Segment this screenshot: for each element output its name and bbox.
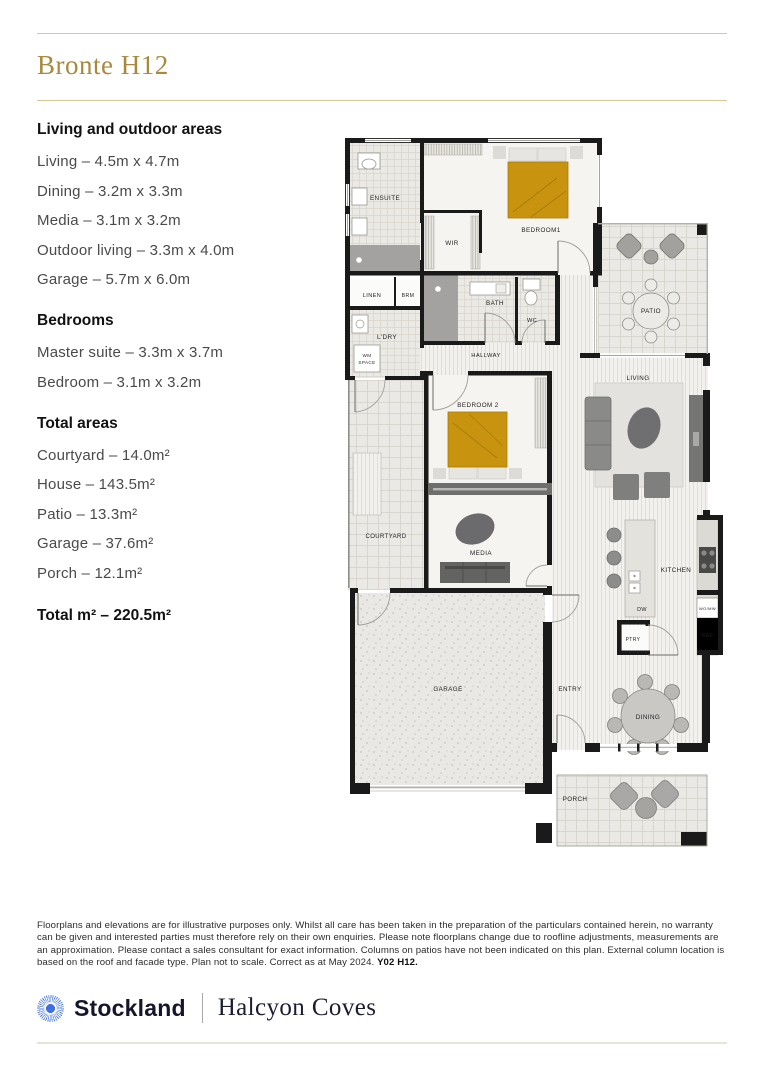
- label-bedroom1: BEDROOM1: [521, 227, 561, 234]
- spec-item: Bedroom – 3.1m x 3.2m: [37, 373, 202, 391]
- spec-item: Outdoor living – 3.3m x 4.0m: [37, 241, 235, 259]
- label-bedroom2: BEDROOM 2: [457, 402, 499, 409]
- label-living: LIVING: [626, 375, 650, 382]
- pillow: [509, 148, 537, 161]
- robe: [424, 144, 482, 155]
- wm-space-box: [354, 345, 380, 372]
- label-garage: GARAGE: [433, 686, 463, 693]
- bedside-table: [570, 146, 583, 159]
- spec-item: House – 143.5m²: [37, 476, 156, 493]
- community-name: Halcyon Coves: [217, 994, 377, 1021]
- spec-item: Porch – 12.1m²: [37, 564, 143, 582]
- wc-toilet: [525, 291, 537, 305]
- total-areas-heading: Total areas: [37, 414, 118, 432]
- label-wir: WIR: [445, 240, 459, 247]
- spec-item: Master suite – 3.3m x 3.7m: [37, 344, 224, 361]
- disclaimer-text: Floorplans and elevations are for illustrative purposes only. Whilst all care has been taken in the preparation of the particulars contained herein, no warranty can be given and interested parties must therefore rely on their own enquiries. Please note floorplans change due to roofline adjustments, measurements are an approximation. Please contact a sales consultant for exact information. Columns on patios have not been indicated on this plan. External column location is based on the roof and facade type. Plan not to scale. Correct as at May 2024.: [37, 920, 725, 969]
- label-kitchen: KITCHEN: [660, 567, 692, 574]
- floor-plan-svg: [345, 138, 730, 873]
- kitchen-island: [625, 520, 655, 617]
- bed-1: [508, 162, 568, 218]
- disclaimer-code: Y02 H12.: [377, 957, 418, 969]
- porch-table: [636, 798, 657, 819]
- porch-column: [681, 832, 707, 846]
- floor-plan: [345, 138, 730, 873]
- disclaimer: [37, 920, 725, 970]
- bed-2: [448, 412, 507, 467]
- ottoman: [644, 472, 670, 498]
- label-wm-space: SPACE: [358, 360, 376, 365]
- spec-item: Garage – 5.7m x 6.0m: [37, 271, 191, 288]
- label-dw: DW: [637, 607, 647, 613]
- spec-item: Patio – 13.3m²: [37, 505, 138, 523]
- ottoman: [613, 474, 639, 500]
- porch-column: [536, 823, 552, 843]
- label-ensuite: ENSUITE: [369, 195, 401, 202]
- footer-divider: [202, 993, 203, 1023]
- pillow: [478, 467, 506, 479]
- stool: [607, 551, 621, 565]
- title-rule: [37, 100, 727, 101]
- page-title: Bronte H12: [37, 50, 169, 80]
- spec-item: Dining – 3.2m x 3.3m: [37, 182, 183, 200]
- spec-item: Courtyard – 14.0m²: [37, 446, 170, 464]
- label-porch: PORCH: [562, 796, 588, 803]
- patio-column: [697, 224, 708, 235]
- spec-item: Garage – 37.6m²: [37, 535, 154, 552]
- laundry-trough: [352, 315, 368, 333]
- label-wc: WC: [526, 318, 538, 324]
- total-area: Total m² – 220.5m²: [37, 606, 172, 624]
- label-wm: WM: [362, 353, 372, 358]
- label-ldry: L'DRY: [377, 334, 397, 341]
- spec-item: Media – 3.1m x 3.2m: [37, 212, 181, 229]
- bedrooms-heading: Bedrooms: [37, 312, 114, 329]
- sofa: [585, 397, 611, 470]
- label-courtyard: COURTYARD: [365, 534, 407, 540]
- label-media: MEDIA: [470, 550, 492, 557]
- spec-list: [37, 122, 337, 624]
- brand-name: Stockland: [74, 994, 186, 1021]
- label-ref: REF: [701, 633, 714, 639]
- robe: [425, 216, 434, 269]
- footer: [37, 991, 376, 1025]
- vanity-basin: [352, 188, 367, 205]
- label-entry: ENTRY: [558, 686, 582, 693]
- pillow: [449, 467, 477, 479]
- media-unit: [440, 562, 510, 583]
- pillow: [538, 148, 566, 161]
- stockland-logo-icon: [37, 995, 64, 1022]
- vanity-basin: [352, 218, 367, 235]
- patio-side-table: [644, 250, 658, 264]
- stool: [607, 528, 621, 542]
- bedside-table: [493, 146, 506, 159]
- courtyard-fence: [348, 380, 350, 588]
- label-ptry: PTRY: [625, 637, 641, 643]
- label-bath: BATH: [486, 300, 504, 307]
- bedside-table: [433, 468, 446, 479]
- wc-cistern: [523, 279, 540, 290]
- label-womw: WO/MW: [698, 606, 717, 611]
- label-linen: LINEN: [362, 293, 382, 299]
- label-patio: PATIO: [641, 308, 661, 315]
- spec-item: Living – 4.5m x 4.7m: [37, 153, 180, 170]
- bedside-table: [509, 468, 522, 479]
- stool: [607, 574, 621, 588]
- label-hallway: HALLWAY: [471, 353, 501, 359]
- label-brm: BRM: [401, 293, 415, 299]
- bottom-rule: [37, 1042, 727, 1044]
- label-dining: DINING: [635, 714, 661, 721]
- robe: [471, 216, 480, 269]
- top-rule: [37, 33, 727, 34]
- living-outdoor-heading: Living and outdoor areas: [37, 121, 223, 138]
